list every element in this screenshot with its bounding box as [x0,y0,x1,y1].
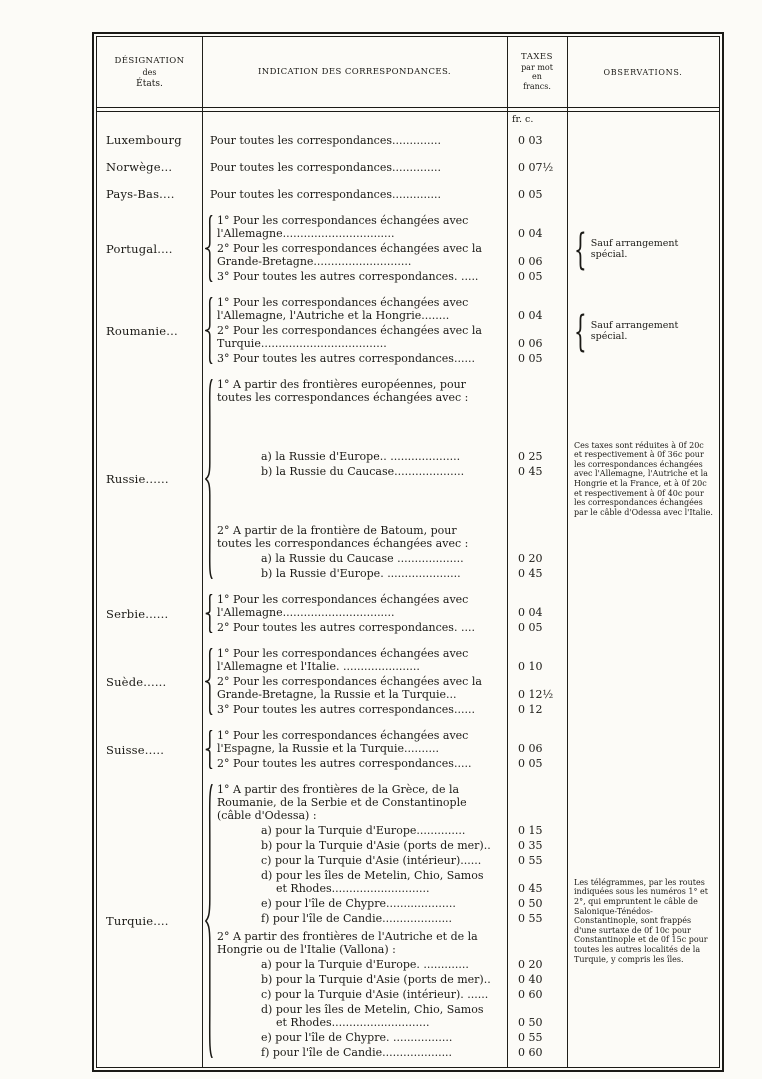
entry-line: Roumanie, de la Serbie et de Constantinople [217,796,467,809]
state-name: Suisse..... [106,742,165,757]
tariff-entry [217,703,567,716]
state-cell [97,214,202,283]
correspondence-cell [202,160,567,174]
entry-list [217,729,567,770]
tax-value: 0 60 [518,1046,543,1059]
tax-value: 0 35 [518,839,543,852]
tariff-entry [217,958,567,971]
tax-value: 0 55 [518,912,543,925]
tariff-entry [217,783,567,822]
table-row [97,723,719,777]
tariff-entry [217,757,567,770]
entry-line: a) la Russie du Caucase ................... [261,552,464,565]
entry-label [217,324,509,350]
tariff-entry [217,854,567,867]
correspondence-cell [202,378,567,580]
observation-cell [567,214,719,283]
tariff-entry [217,621,567,634]
tariff-entry [217,897,567,910]
entry-label [217,958,509,971]
tariff-entry [217,930,567,956]
tariff-entry [217,214,567,240]
tax-value: 0 50 [518,897,543,910]
entry-line: (câble d'Odessa) : [217,809,317,822]
header-taxes [507,53,567,91]
column-divider-2 [507,37,508,1067]
tax-value: 0 45 [518,567,543,580]
entry-line: 2° Pour toutes les autres correspondances. .... [217,621,475,634]
header-taxes-line4: francs. [523,81,551,91]
entry-line: d) pour les îles de Metelin, Chio, Samos [261,869,484,882]
observation-text: Sauf arrangement spécial. [590,319,679,342]
entry-label [217,854,509,867]
entry-line: 1° Pour les correspondances échangées avec [217,214,469,227]
table-row [97,208,719,290]
tariff-table-frame [96,36,720,1068]
entry-label [217,378,509,404]
tariff-entry [217,378,567,404]
entry-label [217,352,509,365]
entry-label [210,134,509,147]
brace-icon [205,594,213,633]
observation-cell [567,593,719,634]
tax-value: 0 15 [518,824,543,837]
group-brace [205,594,213,633]
table-row [97,154,719,181]
observation-cell [567,133,719,147]
entry-label [210,188,509,201]
tariff-entry [217,450,567,463]
entry-label [217,675,509,701]
entry-label [217,567,509,580]
entry-line: 2° Pour les correspondances échangées avec la [217,324,482,337]
entry-label [217,214,509,240]
entry-line: Pour toutes les correspondances.............. [210,133,441,147]
state-name: Luxembourg [106,133,182,147]
brace-icon [205,297,213,364]
tariff-entry [217,1031,567,1044]
observation-cell [567,783,719,1059]
entry-label [217,1003,509,1029]
tax-value: 0 04 [518,309,543,322]
entry-list [217,214,567,283]
tax-value: 0 55 [518,854,543,867]
entry-line: 1° Pour les correspondances échangées avec [217,729,469,742]
entry-line: l'Allemagne, l'Autriche et la Hongrie........ [217,309,450,322]
tariff-entry [217,270,567,283]
state-cell [97,593,202,634]
entry-label [217,869,509,895]
entry-line: b) la Russie d'Europe. ..................... [261,567,461,580]
tax-value: 0 06 [518,255,543,268]
entry-line: 2° Pour les correspondances échangées avec la [217,675,482,688]
group-brace [205,648,213,715]
entry-line: l'Allemagne................................ [217,606,395,619]
entry-label [217,621,509,634]
tariff-entry [217,988,567,1001]
tax-value: 0 60 [518,988,543,1001]
entry-line: d) pour les îles de Metelin, Chio, Samos [261,1003,484,1016]
unit-row [97,112,719,127]
tax-value: 0 04 [518,606,543,619]
entry-line: Grande-Bretagne, la Russie et la Turquie... [217,688,457,701]
entry-line: 2° Pour toutes les autres correspondances..... [217,757,472,770]
header-taxes-line1: TAXES [521,52,553,62]
tariff-entry [210,161,567,174]
tax-value: 0 50 [518,1016,543,1029]
tariff-entry [217,593,567,619]
entry-label [217,729,509,755]
entry-line: a) pour la Turquie d'Europe.............. [261,824,466,837]
entry-label [217,524,509,550]
tariff-entry [217,296,567,322]
tariff-entry [217,567,567,580]
state-cell [97,133,202,147]
tax-value: 0 40 [518,973,543,986]
header-designation-line2: des [142,67,157,77]
column-divider-1 [202,37,203,1067]
tariff-entry [217,824,567,837]
state-name: Pays-Bas.... [106,187,175,201]
group-brace [205,215,213,282]
entry-line: Pour toutes les correspondances.............. [210,160,441,174]
entry-line: Turquie.................................... [217,337,387,350]
tax-value: 0 07½ [518,160,554,174]
entry-line: 2° Pour les correspondances échangées avec la [217,242,482,255]
table-row [97,290,719,372]
observation-cell [567,160,719,174]
table-header [97,37,719,107]
entry-line: toutes les correspondances échangées avec : [217,537,469,550]
observation-text: Ces taxes sont réduites à 0f 20c et respectivement à 0f 36c pour les correspondances échangées avec l'Allemagne, l'Autriche et la Hongrie et la France, et à 0f 20c et respectivement à 0f 40c pour les correspondances échangées par le câble d'Odessa avec l'Italie. [574,440,713,517]
entry-line: 1° A partir des frontières de la Grèce, de la [217,783,460,796]
tariff-entry [217,242,567,268]
header-observations: OBSERVATIONS. [603,67,683,77]
entry-list [210,133,567,147]
observation-cell [567,187,719,201]
entry-line: 2° A partir de la frontière de Batoum, pour [217,524,457,537]
entry-label [217,912,509,925]
entry-label [217,783,509,822]
observation-text: Les télégrammes, par les routes indiquées sous les numéros 1° et 2°, qui empruntent le câble de Salonique-Ténédos-Constantinople, sont frappés d'une surtaxe de 0f 10c pour Constantinople et de 0f 15c pour toutes les autres localités de la Turquie, y compris les îles. [574,877,708,964]
brace-icon [205,730,213,769]
correspondence-cell [202,133,567,147]
entry-line: 1° Pour les correspondances échangées avec [217,647,469,660]
correspondence-cell [202,729,567,770]
tax-value: 0 06 [518,337,543,350]
tariff-entry [217,973,567,986]
entry-label [217,1031,509,1044]
tax-value: 0 20 [518,958,543,971]
entry-list [217,647,567,716]
entry-line: 1° Pour les correspondances échangées avec [217,296,469,309]
observation-cell [567,378,719,580]
tariff-entry [217,352,567,365]
entry-line: toutes les correspondances échangées avec : [217,391,469,404]
correspondence-cell [202,647,567,716]
entry-list [210,160,567,174]
tax-value: 0 45 [518,465,543,478]
entry-line: et Rhodes............................ [276,1016,430,1029]
entry-line: c) pour la Turquie d'Asie (intérieur). ...... [261,988,489,1001]
entry-line: 3° Pour toutes les autres correspondances. ..... [217,270,479,283]
state-name: Portugal.... [106,241,173,256]
brace-icon [205,648,213,715]
table-row [97,641,719,723]
entry-label [217,593,509,619]
tax-value: 0 10 [518,660,543,673]
table-row [97,777,719,1066]
table-body [97,127,719,1066]
entry-line: f) pour l'île de Candie.................... [261,1046,453,1059]
state-cell [97,296,202,365]
group-brace [205,379,213,579]
entry-line: l'Espagne, la Russie et la Turquie.......... [217,742,439,755]
tax-value: 0 20 [518,552,543,565]
observation-cell [567,296,719,365]
entry-line: et Rhodes............................ [276,882,430,895]
entry-line: b) pour la Turquie d'Asie (ports de mer).. [261,973,491,986]
tariff-entry [217,675,567,701]
tax-value: 0 05 [518,187,543,201]
observation-cell [567,647,719,716]
header-indication: INDICATION DES CORRESPONDANCES. [258,67,451,77]
state-name: Russie...... [106,472,169,486]
group-brace [205,784,213,1058]
correspondence-cell [202,783,567,1059]
state-cell [97,187,202,201]
entry-label [217,647,509,673]
entry-line: 2° A partir des frontières de l'Autriche et de la [217,930,478,943]
entry-label [217,897,509,910]
group-brace [205,730,213,769]
entry-line: b) la Russie du Caucase.................... [261,465,465,478]
correspondence-cell [202,593,567,634]
entry-line: f) pour l'île de Candie.................... [261,912,453,925]
entry-line: Grande-Bretagne............................ [217,255,412,268]
entry-label [217,552,509,565]
entry-line: c) pour la Turquie d'Asie (intérieur)...... [261,854,482,867]
entry-label [217,930,509,956]
entry-line: b) pour la Turquie d'Asie (ports de mer).. [261,839,491,852]
entry-line: e) pour l'île de Chypre.................... [261,897,456,910]
entry-label [217,270,509,283]
tax-value: 0 05 [518,621,543,634]
state-name: Suède...... [106,674,167,689]
brace-icon [205,784,213,1058]
entry-line: 1° A partir des frontières européennes, pour [217,378,466,391]
tariff-entry [217,324,567,350]
entry-line: l'Allemagne et l'Italie. ...................... [217,660,420,673]
tariff-entry [217,552,567,565]
tax-value: 0 05 [518,270,543,283]
entry-label [217,465,509,478]
entry-line: a) la Russie d'Europe.. .................... [261,450,461,463]
entry-label [217,824,509,837]
column-divider-3 [567,37,568,1067]
tax-value: 0 12 [518,703,543,716]
tariff-entry [217,524,567,550]
entry-line: e) pour l'île de Chypre. ................. [261,1031,453,1044]
entry-label [217,988,509,1001]
state-cell [97,160,202,174]
tariff-entry [217,869,567,895]
correspondence-cell [202,214,567,283]
entry-line: 1° Pour les correspondances échangées avec [217,593,469,606]
entry-label [217,296,509,322]
entry-list [217,378,567,580]
tax-value: 0 06 [518,742,543,755]
table-row [97,372,719,587]
header-taxes-line2: par mot [521,62,553,72]
tariff-entry [210,188,567,201]
state-name: Norwège... [106,160,173,174]
tariff-entry [210,134,567,147]
entry-line: Pour toutes les correspondances.............. [210,187,441,201]
table-row [97,127,719,154]
state-name: Roumanie... [106,323,178,338]
entry-label [217,450,509,463]
header-designation [97,56,202,89]
tariff-entry [217,729,567,755]
tariff-entry [217,465,567,478]
entry-line: 3° Pour toutes les autres correspondances...... [217,703,475,716]
entry-list [217,593,567,634]
state-name: Serbie...... [106,606,169,621]
table-row [97,181,719,208]
header-designation-line1: DÉSIGNATION [114,55,185,66]
brace-icon [205,215,213,282]
tax-value: 0 05 [518,757,543,770]
tariff-entry [217,839,567,852]
tariff-entry [217,912,567,925]
unit-label: fr. c. [512,114,534,125]
tax-value: 0 04 [518,227,543,240]
group-brace [205,297,213,364]
state-cell [97,783,202,1059]
correspondence-cell [202,187,567,201]
header-taxes-line3: en [532,72,542,81]
state-cell [97,647,202,716]
tax-value: 0 05 [518,352,543,365]
header-designation-line3: États. [136,78,163,89]
tax-value: 0 12½ [518,688,554,701]
entry-list [217,296,567,365]
entry-label [217,1046,509,1059]
entry-list [210,187,567,201]
tax-value: 0 03 [518,133,543,147]
tax-value: 0 45 [518,882,543,895]
tax-value: 0 55 [518,1031,543,1044]
state-cell [97,378,202,580]
observation-brace: { [574,223,587,274]
observation-cell [567,729,719,770]
entry-label [217,839,509,852]
tariff-entry [217,647,567,673]
observation-text: Sauf arrangement spécial. [590,237,679,260]
entry-line: a) pour la Turquie d'Europe. ............. [261,958,469,971]
state-name: Turquie.... [106,914,169,928]
entry-list [217,783,567,1059]
entry-label [210,161,509,174]
entry-label [217,242,509,268]
tax-value: 0 25 [518,450,543,463]
tariff-entry [217,1003,567,1029]
correspondence-cell [202,296,567,365]
entry-label [217,703,509,716]
entry-label [217,757,509,770]
table-row [97,587,719,641]
entry-line: Hongrie ou de l'Italie (Vallona) : [217,943,396,956]
brace-icon [205,379,213,579]
entry-line: l'Allemagne................................ [217,227,395,240]
observation-brace: { [574,305,587,356]
state-cell [97,729,202,770]
entry-line: 3° Pour toutes les autres correspondances...... [217,352,475,365]
tariff-entry [217,1046,567,1059]
entry-label [217,973,509,986]
